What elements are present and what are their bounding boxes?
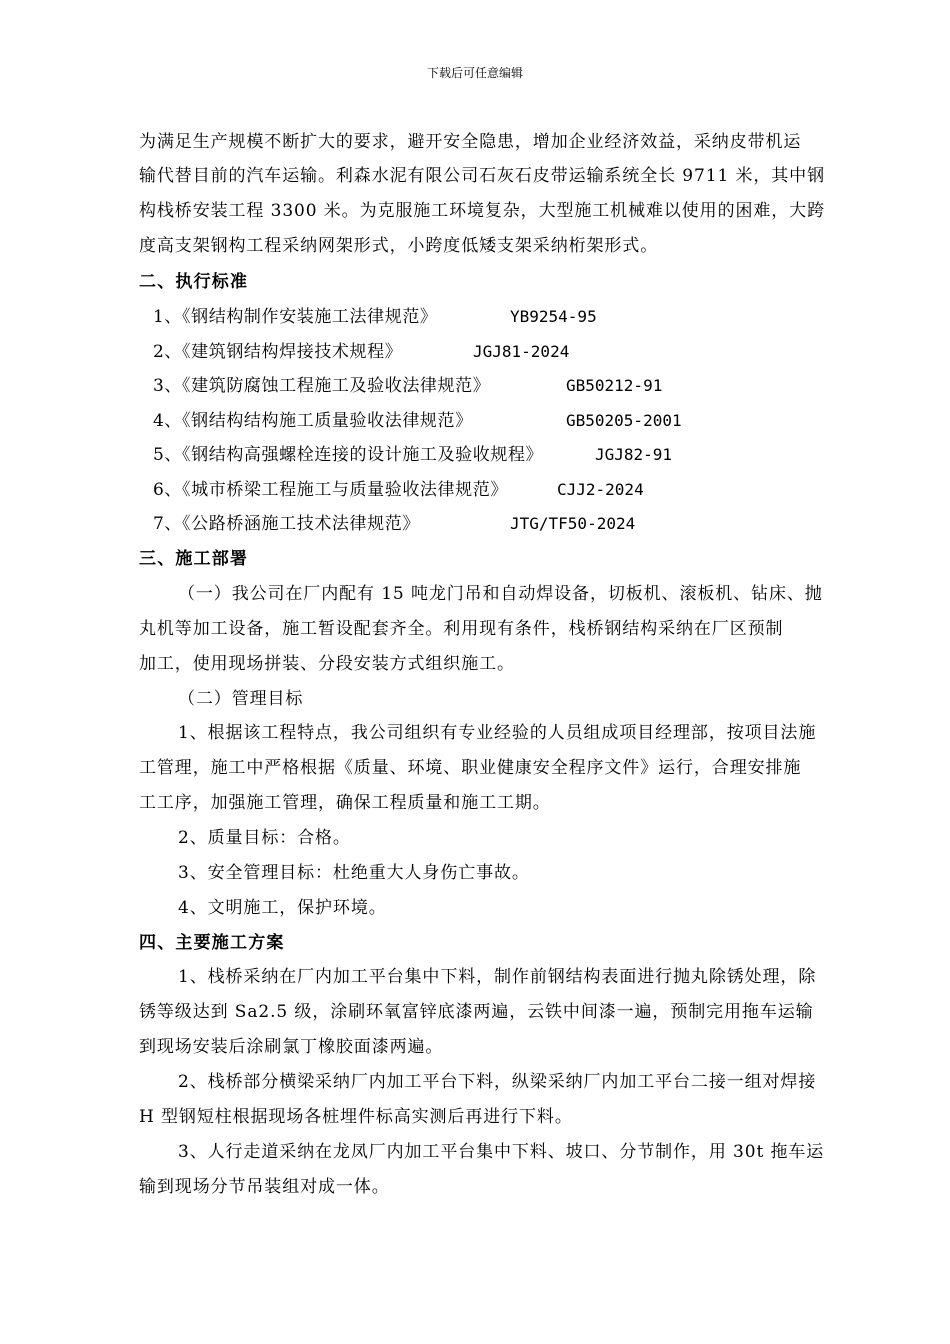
paragraph-line: 2、栈桥部分横梁采纳厂内加工平台下料，纵梁采纳厂内加工平台二接一组对焊接 [178, 1072, 817, 1092]
standard-code: JGJ81-2024 [473, 342, 570, 361]
standard-code: JGJ82-91 [595, 445, 673, 464]
paragraph-line: H 型钢短柱根据现场各桩埋件标高实测后再进行下料。 [139, 1107, 573, 1127]
paragraph-line: 2、质量目标：合格。 [178, 828, 351, 848]
paragraph-line: 工管理，施工中严格根据《质量、环境、职业健康安全程序文件》运行，合理安排施 [139, 758, 802, 778]
standard-code: GB50212-91 [566, 376, 663, 395]
intro-line: 度高支架钢构工程采纳网架形式，小跨度低矮支架采纳桁架形式。 [139, 236, 659, 256]
paragraph-line: 3、人行走道采纳在龙凤厂内加工平台集中下料、坡口、分节制作，用 30t 拖车运 [178, 1142, 825, 1162]
standard-item [153, 444, 673, 466]
standard-code: CJJ2-2024 [557, 480, 644, 499]
paragraph-line: 1、栈桥采纳在厂内加工平台集中下料，制作前钢结构表面进行抛丸除锈处理，除 [178, 967, 817, 987]
section-heading: 四、主要施工方案 [139, 933, 285, 953]
subsection-heading: （二）管理目标 [178, 689, 304, 709]
paragraph-line: 工工序，加强施工管理，确保工程质量和施工工期。 [139, 793, 551, 813]
standard-item [153, 513, 636, 535]
standard-name: 4、《钢结构结构施工质量验收法律规范》 [153, 411, 473, 431]
standard-code: GB50205-2001 [566, 411, 682, 430]
standard-name: 7、《公路桥涵施工技术法律规范》 [153, 514, 420, 534]
paragraph-line: 丸机等加工设备，施工暂设配套齐全。利用现有条件，栈桥钢结构采纳在厂区预制 [139, 619, 784, 639]
section-heading: 二、执行标准 [139, 272, 249, 292]
paragraph-line: 3、安全管理目标：杜绝重大人身伤亡事故。 [178, 863, 530, 883]
paragraph-line: 加工，使用现场拼装、分段安装方式组织施工。 [139, 654, 515, 674]
standard-item [153, 479, 644, 501]
paragraph-line: 输到现场分节吊装组对成一体。 [139, 1177, 390, 1197]
standard-name: 3、《建筑防腐蚀工程施工及验收法律规范》 [153, 376, 491, 396]
standard-name: 2、《建筑钢结构焊接技术规程》 [153, 342, 403, 362]
paragraph-line: （一）我公司在厂内配有 15 吨龙门吊和自动焊设备，切板机、滚板机、钻床、抛 [178, 584, 823, 604]
header-note: 下载后可任意编辑 [426, 66, 523, 80]
intro-line: 输代替目前的汽车运输。利森水泥有限公司石灰石皮带运输系统全长 9711 米，其中钢 [139, 166, 825, 186]
standard-name: 6、《城市桥梁工程施工与质量验收法律规范》 [153, 480, 508, 500]
intro-line: 构栈桥安装工程 3300 米。为克服施工环境复杂，大型施工机械难以使用的困难，大跨 [139, 201, 825, 221]
paragraph-line: 到现场安装后涂刷氯丁橡胶面漆两遍。 [139, 1037, 444, 1057]
standard-item [153, 410, 682, 432]
paragraph-line: 4、文明施工，保护环境。 [178, 898, 387, 918]
paragraph-line: 锈等级达到 Sa2.5 级，涂刷环氧富锌底漆两遍，云铁中间漆一遍，预制完用拖车运输 [139, 1002, 814, 1022]
standard-code: JTG/TF50-2024 [510, 514, 636, 533]
standard-item [153, 341, 570, 363]
paragraph-line: 1、根据该工程特点，我公司组织有专业经验的人员组成项目经理部，按项目法施 [178, 723, 817, 743]
standard-name: 1、《钢结构制作安装施工法律规范》 [153, 307, 438, 327]
intro-line: 为满足生产规模不断扩大的要求，避开安全隐患，增加企业经济效益，采纳皮带机运 [139, 132, 802, 152]
standard-item [153, 306, 597, 328]
standard-name: 5、《钢结构高强螺栓连接的设计施工及验收规程》 [153, 445, 544, 465]
standard-code: YB9254-95 [510, 307, 597, 326]
standard-item [153, 375, 663, 397]
section-heading: 三、施工部署 [139, 549, 249, 569]
